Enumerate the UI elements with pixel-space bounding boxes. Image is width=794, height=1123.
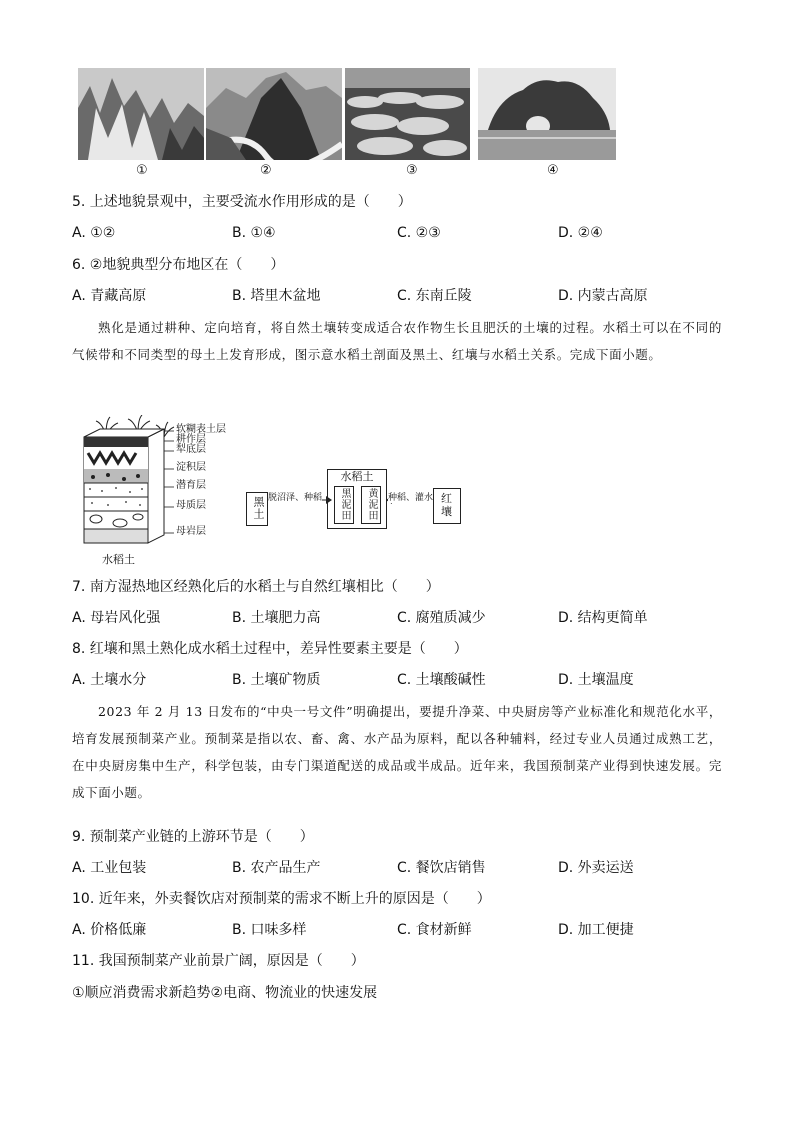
q9-option-d[interactable]: D. 外卖运送 [558, 860, 634, 876]
layer-label-2: 耕作层 [176, 434, 206, 445]
q6-option-b[interactable]: B. 塔里木盆地 [232, 288, 321, 304]
photo-yardang [345, 68, 470, 160]
paddy-soil-title: 水稻土 [340, 470, 374, 483]
q9-option-a[interactable]: A. 工业包装 [72, 860, 147, 876]
q7-option-c[interactable]: C. 腐殖质减少 [397, 610, 486, 626]
photo-river-valley [206, 68, 342, 160]
q5-option-c[interactable]: C. ②③ [397, 225, 441, 241]
question-10-stem: 10. 近年来，外卖餐饮店对预制菜的需求不断上升的原因是（ ） [72, 891, 491, 907]
photo-label-3: ③ [406, 163, 418, 178]
q5-option-b[interactable]: B. ①④ [232, 225, 276, 241]
photo-label-1: ① [136, 163, 148, 178]
photo-karst [478, 68, 616, 160]
layer-label-5: 潜育层 [176, 480, 206, 491]
left-arrow-label: 脱沼泽、种稻 [268, 490, 322, 503]
q5-option-a[interactable]: A. ①② [72, 225, 116, 241]
q10-option-d[interactable]: D. 加工便捷 [558, 922, 634, 938]
right-arrow-label: 种稻、灌水 [388, 490, 433, 503]
question-6-stem: 6. ②地貌典型分布地区在（ ） [72, 257, 285, 273]
photo-glacier [78, 68, 204, 160]
layer-label-6: 母质层 [176, 500, 206, 511]
yellow-mud-field-box: 黄泥田 [361, 486, 381, 524]
q9-option-b[interactable]: B. 农产品生产 [232, 860, 321, 876]
question-5-stem: 5. 上述地貌景观中，主要受流水作用形成的是（ ） [72, 194, 412, 210]
question-7-stem: 7. 南方湿热地区经熟化后的水稻土与自然红壤相比（ ） [72, 579, 440, 595]
q7-option-b[interactable]: B. 土壤肥力高 [232, 610, 321, 626]
q8-option-b[interactable]: B. 土壤矿物质 [232, 672, 321, 688]
layer-label-3: 犁底层 [176, 444, 206, 455]
q8-option-a[interactable]: A. 土壤水分 [72, 672, 147, 688]
q6-option-a[interactable]: A. 青藏高原 [72, 288, 147, 304]
q10-option-a[interactable]: A. 价格低廉 [72, 922, 147, 938]
soil-profile-figure [78, 415, 258, 570]
q6-option-c[interactable]: C. 东南丘陵 [397, 288, 472, 304]
q10-option-b[interactable]: B. 口味多样 [232, 922, 307, 938]
layer-label-7: 母岩层 [176, 526, 206, 537]
black-soil-box: 黑土 [246, 492, 268, 526]
layer-label-1: 软糊表土层 [176, 424, 226, 435]
q6-option-d[interactable]: D. 内蒙古高原 [558, 288, 648, 304]
black-mud-field-box: 黑泥田 [334, 486, 354, 524]
question-8-stem: 8. 红壤和黑土熟化成水稻土过程中，差异性要素主要是（ ） [72, 641, 468, 657]
question-11-stem: 11. 我国预制菜产业前景广阔，原因是（ ） [72, 953, 365, 969]
q7-option-d[interactable]: D. 结构更简单 [558, 610, 648, 626]
passage-prepared-dishes: 2023 年 2 月 13 日发布的“中央一号文件”明确提出，要提升净菜、中央厨房等产业标准化和规范化水平，培育发展预制菜产业。预制菜是指以农、畜、禽、水产品为原料，配以各种辅料，经过专业人员通过成熟工艺，在中央厨房集中生产，科学包装，由专门渠道配送的成品或半成品。近年来，我国预制菜产业得到快速发展。完成下面小题。 [72, 704, 722, 800]
q5-option-d[interactable]: D. ②④ [558, 225, 603, 241]
layer-label-4: 淀积层 [176, 462, 206, 473]
question-9-stem: 9. 预制菜产业链的上游环节是（ ） [72, 829, 314, 845]
passage-soil-ripening: 熟化是通过耕种、定向培育，将自然土壤转变成适合农作物生长且肥沃的土壤的过程。水稻土可以在不同的气候带和不同类型的母土上发育形成，图示意水稻土剖面及黑土、红壤与水稻土关系。完成下面小题。 [72, 320, 722, 362]
q7-option-a[interactable]: A. 母岩风化强 [72, 610, 161, 626]
photo-label-2: ② [260, 163, 272, 178]
q8-option-d[interactable]: D. 土壤温度 [558, 672, 634, 688]
profile-caption: 水稻土 [102, 553, 135, 566]
q11-statements: ①顺应消费需求新趋势②电商、物流业的快速发展 [72, 985, 378, 1001]
q10-option-c[interactable]: C. 食材新鲜 [397, 922, 472, 938]
photo-label-4: ④ [547, 163, 559, 178]
red-soil-box: 红壤 [433, 488, 461, 524]
q9-option-c[interactable]: C. 餐饮店销售 [397, 860, 486, 876]
q8-option-c[interactable]: C. 土壤酸碱性 [397, 672, 486, 688]
